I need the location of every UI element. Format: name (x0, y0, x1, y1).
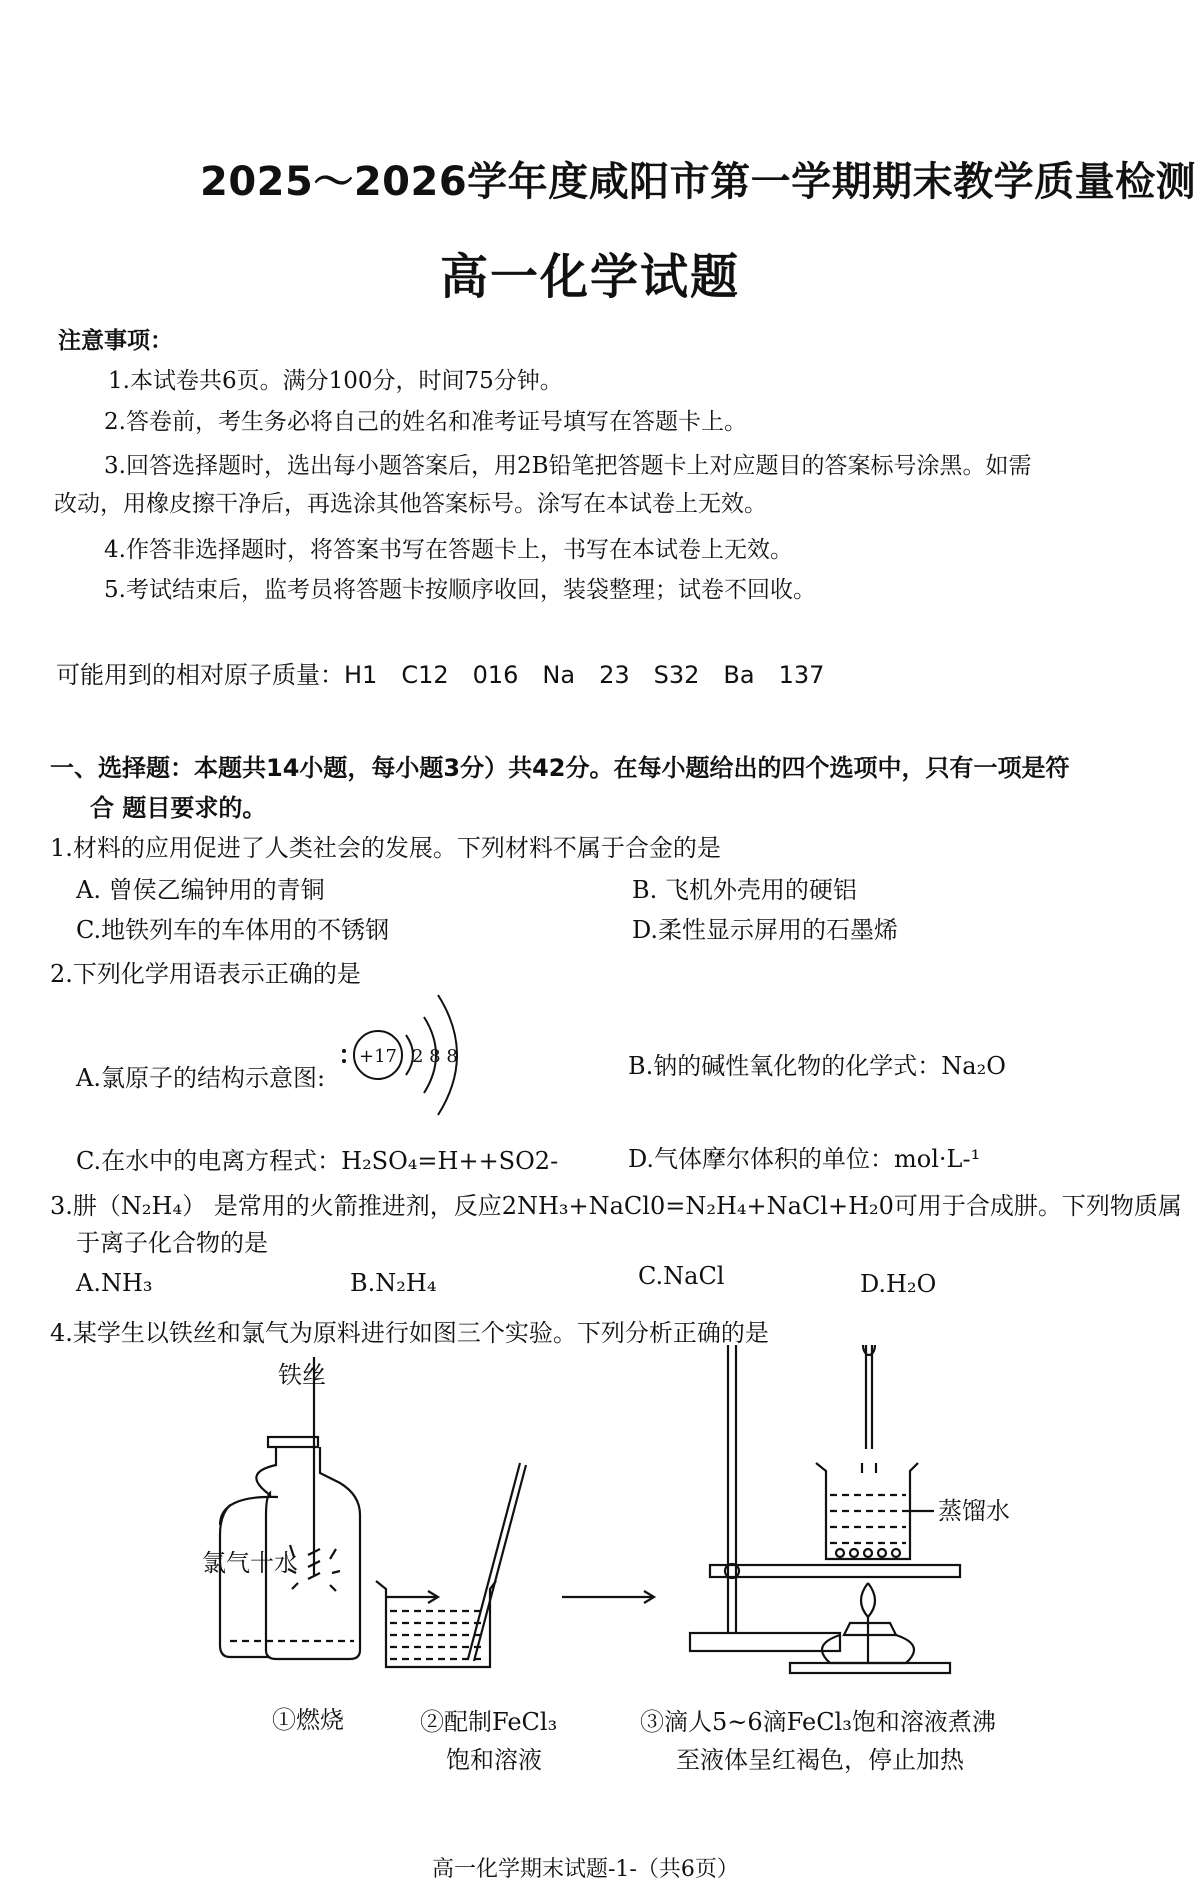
notice-item-3-cont: 改动，用橡皮擦干净后，再选涂其他答案标号。涂写在本试卷上无效。 (54, 491, 767, 517)
heating-beaker (816, 1463, 918, 1559)
caption-prepare-1: ②配制FeCl₃ (420, 1708, 558, 1736)
experiment-figure (190, 1345, 1050, 1680)
q1-option-a: A. 曾侯乙编钟用的青铜 (76, 876, 325, 904)
label-iron-wire: 铁丝 (278, 1361, 326, 1389)
label-chlorine-water: 氯气十水 (202, 1549, 298, 1577)
atom-shells-label: 2 8 8 (412, 1046, 458, 1067)
question-2-stem: 2.下列化学用语表示正确的是 (50, 960, 361, 988)
glass-rod (474, 1465, 526, 1661)
section-heading-cont: 合 题目要求的。 (90, 794, 267, 822)
q3-option-c: C.NaCl (638, 1262, 725, 1290)
q2-option-a: A.氯原子的结构示意图: (76, 1064, 326, 1092)
notice-item-2: 2.答卷前，考生务必将自己的姓名和准考证号填写在答题卡上。 (104, 409, 747, 435)
question-1-stem: 1.材料的应用促进了人类社会的发展。下列材料不属于合金的是 (50, 834, 721, 862)
atomic-mass-line: 可能用到的相对原子质量：H1 C12 016 Na 23 S32 Ba 137 (56, 661, 825, 689)
question-3-stem-cont: 于离子化合物的是 (76, 1229, 268, 1257)
q2-option-b: B.钠的碱性氧化物的化学式：Na₂O (628, 1052, 1006, 1080)
notice-item-1: 1.本试卷共6页。满分100分，时间75分钟。 (108, 368, 563, 394)
notice-item-3: 3.回答选择题时，选出每小题答案后，用2B铅笔把答题卡上对应题目的答案标号涂黑。如需 (104, 453, 1032, 479)
q2-option-d: D.气体摩尔体积的单位：mol·L-¹ (628, 1145, 981, 1173)
q3-option-d: D.H₂O (860, 1270, 937, 1298)
question-3-stem: 3.肼（N₂H₄） 是常用的火箭推进剂，反应2NH₃+NaCl0=N₂H₄+NaCl+H₂0可用于合成肼。下列物质属 (50, 1192, 1182, 1220)
chlorine-atom-diagram (328, 985, 458, 1125)
label-distilled-water: 蒸馏水 (938, 1497, 1010, 1525)
notice-item-5: 5.考试结束后，监考员将答题卡按顺序收回，装袋整理；试卷不回收。 (104, 577, 816, 603)
subject-title: 高一化学试题 (440, 249, 741, 305)
q1-option-b: B. 飞机外壳用的硬铝 (632, 876, 857, 904)
caption-prepare-2: 饱和溶液 (446, 1746, 542, 1774)
notice-item-4: 4.作答非选择题时，将答案书写在答题卡上，书写在本试卷上无效。 (104, 537, 793, 563)
page-footer: 高一化学期末试题-1-（共6页） (432, 1857, 739, 1882)
q3-option-a: A.NH₃ (76, 1269, 153, 1297)
caption-burning: ①燃烧 (272, 1706, 344, 1734)
q3-option-b: B.N₂H₄ (350, 1269, 437, 1297)
notice-title: 注意事项： (58, 328, 173, 354)
q1-option-d: D.柔性显示屏用的石墨烯 (632, 916, 899, 944)
exam-title: 2025～2026学年度咸阳市第一学期期末教学质量检测 (200, 159, 1197, 205)
caption-boil-2: 至液体呈红褐色，停止加热 (676, 1746, 964, 1774)
atom-nucleus-label: +17 (359, 1046, 397, 1067)
caption-boil-1: ③滴人5~6滴FeCl₃饱和溶液煮沸 (640, 1708, 996, 1736)
q1-option-c: C.地铁列车的车体用的不锈钢 (76, 916, 390, 944)
q2-option-c: C.在水中的电离方程式：H₂SO₄=H++SO2- (76, 1147, 559, 1175)
section-heading: 一、选择题：本题共14小题，每小题3分）共42分。在每小题给出的四个选项中，只有一项是符 (50, 754, 1070, 782)
question-4-stem: 4.某学生以铁丝和氯气为原料进行如图三个实验。下列分析正确的是 (50, 1319, 769, 1347)
